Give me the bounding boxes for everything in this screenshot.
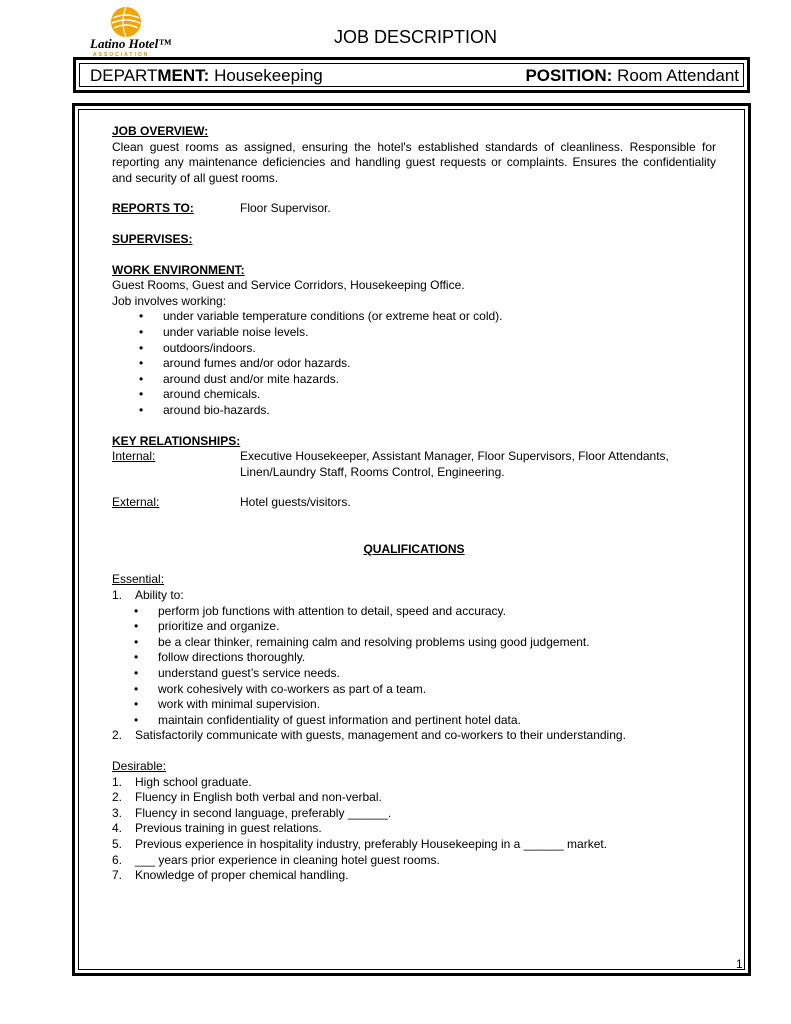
header-box <box>73 57 750 93</box>
item-text: Fluency in second language, preferably ______. <box>135 805 392 820</box>
department-label-prefix: DEPART <box>90 66 158 85</box>
department-label-bold: MENT: <box>157 66 210 85</box>
desirable-label: Desirable: <box>112 759 167 773</box>
supervises-label: SUPERVISES: <box>112 231 193 246</box>
list-item: • be a clear thinker, remaining calm and resolving problems using good judgement. <box>112 635 716 651</box>
external-label: External: <box>112 495 160 510</box>
work-environment-list <box>112 309 716 418</box>
position-field <box>525 66 739 86</box>
work-environment-heading: WORK ENVIRONMENT: <box>112 262 245 277</box>
item-text: Previous training in guest relations. <box>135 821 322 836</box>
list-item: • outdoors/indoors. <box>112 341 716 357</box>
list-item: • around chemicals. <box>112 387 716 403</box>
department-field <box>90 66 323 86</box>
item-number: 4. <box>112 821 123 836</box>
item-text: Previous experience in hospitality industry, preferably Housekeeping in a ______ market. <box>135 836 608 851</box>
reports-to-row <box>112 201 716 217</box>
item-text: High school graduate. <box>135 774 252 789</box>
essential-label: Essential: <box>112 572 165 587</box>
item-number: 5. <box>112 836 123 851</box>
item-text: Satisfactorily communicate with guests, management and co-workers to their understanding. <box>135 728 626 743</box>
list-item: • under variable noise levels. <box>112 325 716 341</box>
position-value: Room Attendant <box>612 66 739 85</box>
internal-value: Executive Housekeeper, Assistant Manager, Floor Supervisors, Floor Attendants, Linen/Laundry Staff, Rooms Control, Engineering. <box>240 449 669 479</box>
job-overview-text: Clean guest rooms as assigned, ensuring the hotel's established standards of cleanliness. Responsible for reporting any maintenance deficiencies and handling guest requests or complaints. Ensures the confidentiality and security of all guest rooms. <box>112 139 716 185</box>
item-text: Fluency in English both verbal and non-verbal. <box>135 790 382 805</box>
essential-item-1 <box>112 588 716 604</box>
work-environment-intro: Job involves working: <box>112 293 227 308</box>
work-environment-locations: Guest Rooms, Guest and Service Corridors, Housekeeping Office. <box>112 278 465 293</box>
item-number: 2. <box>112 790 123 805</box>
desirable-item <box>112 868 716 884</box>
reports-to-label: REPORTS TO: <box>112 201 194 216</box>
job-description-body <box>112 124 716 884</box>
list-item: • prioritize and organize. <box>112 619 716 635</box>
list-item: • work with minimal supervision. <box>112 697 716 713</box>
item-number: 6. <box>112 852 123 867</box>
essential-item-2 <box>112 728 716 744</box>
item-number: 2. <box>112 728 123 743</box>
item-number: 1. <box>112 774 123 789</box>
key-relationships-heading: KEY RELATIONSHIPS: <box>112 433 241 448</box>
list-item: • follow directions thoroughly. <box>112 650 716 666</box>
external-value: Hotel guests/visitors. <box>240 495 351 510</box>
department-value: Housekeeping <box>209 66 323 85</box>
internal-label: Internal: <box>112 449 156 464</box>
desirable-item <box>112 853 716 869</box>
sun-globe-icon <box>110 6 142 38</box>
desirable-item <box>112 775 716 791</box>
item-number: 3. <box>112 805 123 820</box>
item-number: 1. <box>112 588 123 603</box>
list-item: • work cohesively with co-workers as part of a team. <box>112 682 716 698</box>
list-item: • perform job functions with attention to detail, speed and accuracy. <box>112 604 716 620</box>
page-number: 1 <box>736 957 743 971</box>
reports-to-value: Floor Supervisor. <box>240 201 331 216</box>
logo-tagline: ASSOCIATION <box>93 52 150 58</box>
qualifications-title: QUALIFICATIONS <box>363 541 465 556</box>
job-overview-heading: JOB OVERVIEW: <box>112 124 209 138</box>
logo-name: Latino Hotel™ <box>90 36 172 51</box>
desirable-item <box>112 806 716 822</box>
list-item: • maintain confidentiality of guest information and pertinent hotel data. <box>112 713 716 729</box>
desirable-item <box>112 821 716 837</box>
list-item: • around fumes and/or odor hazards. <box>112 356 716 372</box>
item-number: 7. <box>112 868 123 883</box>
internal-relationships-row <box>112 449 716 480</box>
list-item: • around bio-hazards. <box>112 403 716 419</box>
list-item: • understand guest’s service needs. <box>112 666 716 682</box>
item-text: ___ years prior experience in cleaning hotel guest rooms. <box>135 852 440 867</box>
item-text: Ability to: <box>135 588 184 603</box>
position-label: POSITION: <box>525 66 613 85</box>
ability-list <box>112 604 716 729</box>
document-title: JOB DESCRIPTION <box>334 27 498 47</box>
external-relationships-row <box>112 495 716 511</box>
desirable-item <box>112 837 716 853</box>
desirable-item <box>112 790 716 806</box>
company-logo <box>90 6 180 61</box>
item-text: Knowledge of proper chemical handling. <box>135 868 349 883</box>
list-item: • around dust and/or mite hazards. <box>112 372 716 388</box>
list-item: • under variable temperature conditions (or extreme heat or cold). <box>112 309 716 325</box>
